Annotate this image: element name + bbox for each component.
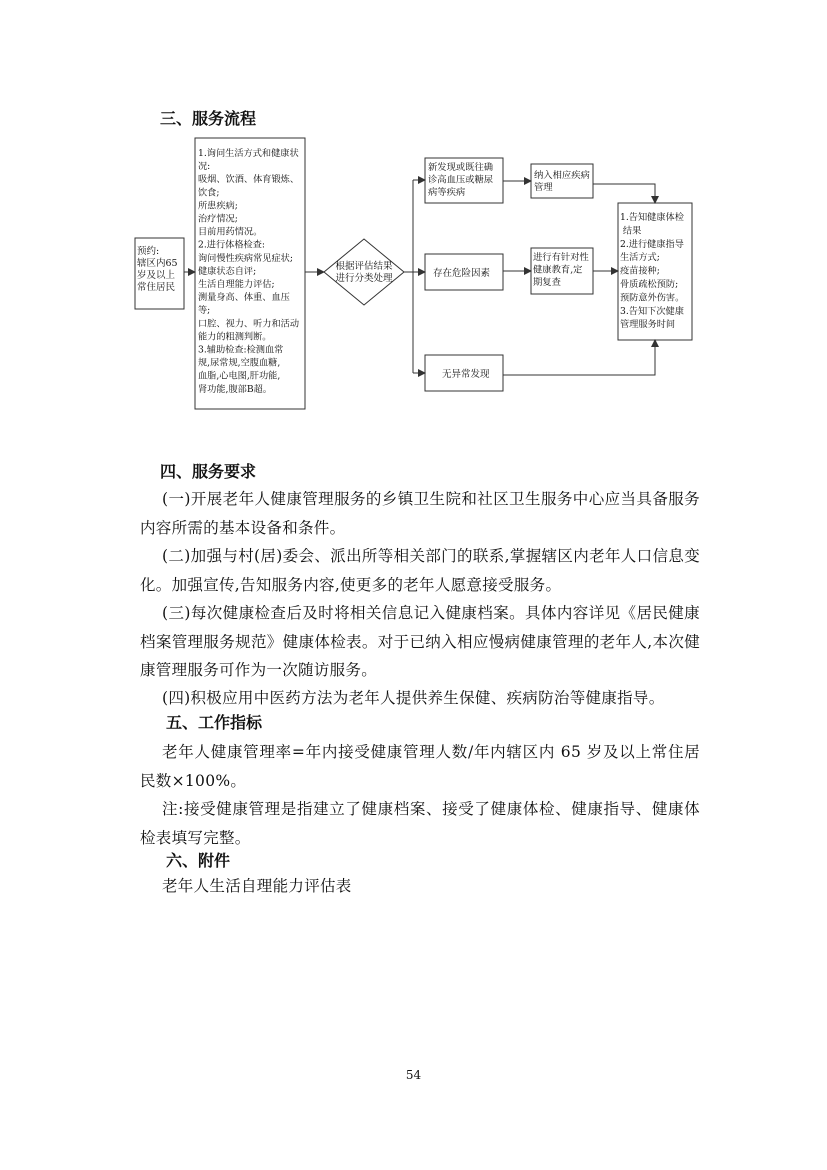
flow-text-line: 治疗情况; — [198, 213, 238, 225]
flow-text-line: 纳入相应疾病 — [534, 170, 590, 181]
section4-heading: 四、服务要求 — [160, 462, 257, 481]
flow-text-line: 询问慢性疾病常见症状; — [198, 252, 293, 264]
flow-text-line: 结果 — [620, 225, 642, 237]
flow-text-line: 生活方式; — [620, 252, 660, 264]
flow-text-line: 1.告知健康体检 — [620, 212, 684, 223]
flow-text-line: 进行有针对性 — [533, 252, 589, 263]
flow-text-line: 2.进行健康指导 — [620, 238, 684, 250]
section4-paragraph-4: (四)积极应用中医药方法为老年人提供养生保健、疾病防治等健康指导。 — [162, 689, 665, 707]
flow-text-line: 健康教育,定 — [533, 264, 583, 276]
flow-text-line: 新发现或既往确 — [428, 162, 494, 173]
flow-text-line: 骨质疏松预防; — [620, 279, 679, 290]
flow-text-line: 管理 — [534, 182, 553, 193]
flow-text-line: 岁及以上 — [137, 270, 176, 281]
section4-paragraph-2: (二)加强与村(居)委会、派出所等相关部门的联系,掌握辖区内老年人口信息变化。加强宣传,告知服务内容,使更多的老年人愿意接受服务。 — [140, 547, 700, 594]
arrow-action1-to-result — [593, 184, 655, 203]
arrow-branch3-to-result — [503, 340, 655, 375]
flow-text-line: 病等疾病 — [428, 187, 466, 198]
flow-text-line: 3.辅助检查:检测血常 — [198, 344, 284, 356]
flow-text-line: 辖区内65 — [137, 258, 178, 269]
section5-paragraph-1: 老年人健康管理率=年内接受健康管理人数/年内辖区内 65 岁及以上常住居民数×100%。 — [140, 743, 700, 790]
section5-heading: 五、工作指标 — [166, 713, 263, 732]
flow-text-line: 进行分类处理 — [335, 273, 393, 284]
flow-text-line: 口腔、视力、听力和活动 — [198, 318, 300, 330]
flow-text-line: 血脂,心电图,肝功能, — [198, 370, 281, 382]
section3-heading: 三、服务流程 — [160, 109, 257, 128]
flow-text-line: 规,尿常规,空腹血糖, — [198, 357, 281, 369]
flow-text-line: 根据评估结果 — [335, 261, 393, 272]
section4-paragraph-3: (三)每次健康检查后及时将相关信息记入健康档案。具体内容详见《居民健康档案管理服务规范》健康体检表。对于已纳入相应慢病健康管理的老年人,本次健康管理服务可作为一次随访服务。 — [140, 604, 700, 679]
flow-text-line: 等; — [198, 305, 211, 317]
flow-text-line: 况: — [198, 161, 211, 173]
flow-text-line: 饮食; — [198, 187, 220, 199]
section6-paragraph-1: 老年人生活自理能力评估表 — [162, 877, 352, 895]
flow-text-line: 常住居民 — [137, 282, 176, 293]
section4-paragraph-1: (一)开展老年人健康管理服务的乡镇卫生院和社区卫生服务中心应当具备服务内容所需的基本设备和条件。 — [140, 490, 700, 537]
flow-text-line: 预约: — [137, 246, 160, 257]
flow-text-line: 吸烟、饮酒、体育锻炼、 — [198, 174, 300, 186]
flow-text-line: 生活自理能力评估; — [198, 279, 275, 290]
flow-text-line: 3.告知下次健康 — [620, 305, 684, 317]
flow-text-line: 诊高血压或糖尿 — [428, 174, 494, 186]
flow-text-line: 管理服务时间 — [620, 319, 676, 331]
section5-paragraph-2: 注:接受健康管理是指建立了健康档案、接受了健康体检、健康指导、健康体检表填写完整。 — [140, 800, 700, 847]
branch3-text — [442, 368, 490, 380]
flow-text-line: 2.进行体格检查: — [198, 239, 265, 251]
flow-text-line: 1.询问生活方式和健康状 — [198, 148, 299, 159]
flow-text-line: 疫苗接种; — [620, 265, 660, 277]
decision-diamond — [324, 239, 404, 305]
flow-text-line: 肾功能,腹部B超。 — [198, 383, 272, 395]
flow-text-line: 预防意外伤害。 — [620, 292, 685, 304]
page-number: 54 — [405, 1068, 422, 1082]
branch2-text — [433, 267, 491, 279]
flow-text-line: 所患疾病; — [198, 200, 238, 212]
flow-text-line: 期复查 — [533, 277, 561, 289]
section6-heading: 六、附件 — [166, 851, 231, 870]
flow-text-line: 测量身高、体重、血压 — [198, 292, 290, 304]
flow-text-line: 健康状态自评; — [198, 265, 257, 277]
flow-text-line: 能力的粗测判断。 — [198, 331, 272, 343]
service-flowchart — [0, 0, 827, 440]
flow-text-line: 目前用药情况。 — [198, 226, 263, 238]
flow-text-line: 存在危险因素 — [433, 268, 491, 279]
flow-text-line: 无异常发现 — [442, 369, 490, 380]
